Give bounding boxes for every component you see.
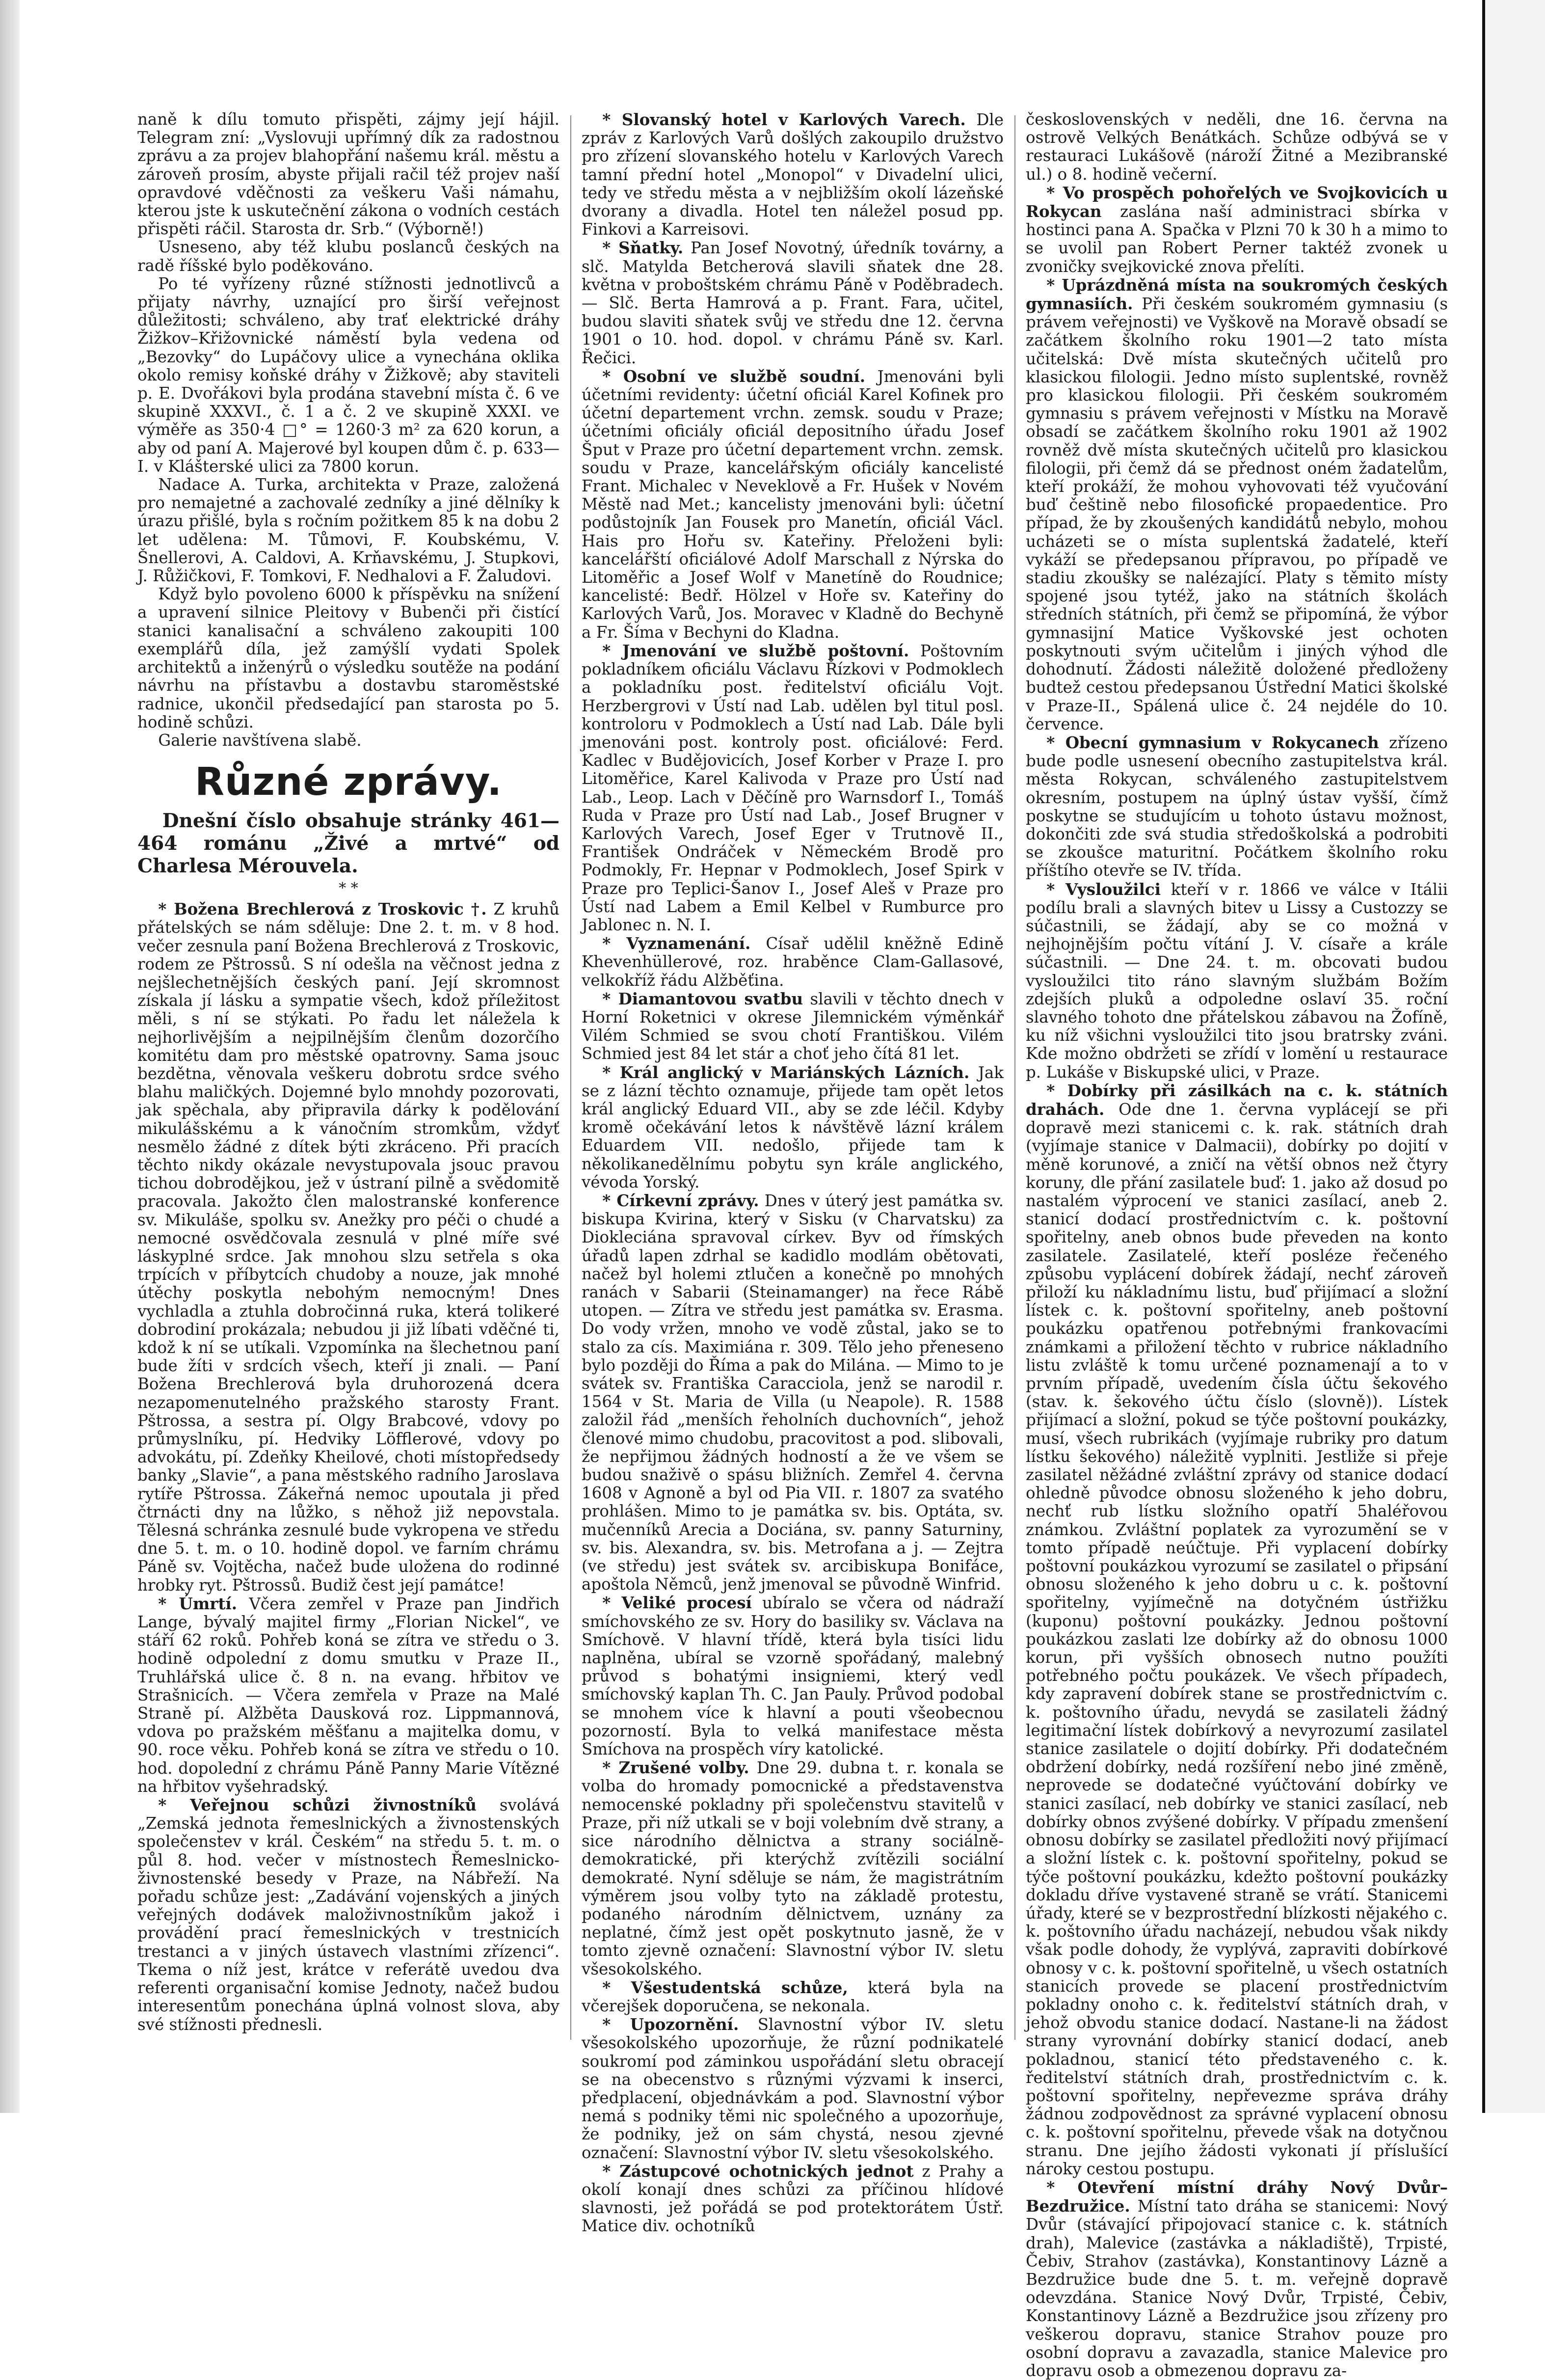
article-paragraph bbox=[582, 110, 1004, 239]
article-paragraph bbox=[137, 110, 559, 238]
article-paragraph bbox=[582, 1758, 1004, 1978]
article-text: Místní tato dráha se stanicemi: Nový Dvůr (stávající připojovací stanice c. k. státních drah), Malevice (zastávka a nákladiště), Trpisté, Čebiv, Strahov (zastávka), Konstantinovy Lázně a Bezdružice bude dne 5. t. m. veřejně dopravě odevzdána. Stanice Nový Dvůr, Trpisté, Čebiv, Konstantinovy Lázně a Bezdružice jsou zřízeny pro veškerou dopravu, stanice Strahov pouze pro osobní dopravu a zavazadla, stanice Malevice pro dopravu osob a obmezenou dopravu za- bbox=[1026, 2197, 1448, 2380]
article-lead: * Úmrtí. bbox=[158, 1594, 238, 1613]
article-text: Z kruhů přátelských se nám sděluje: Dne 2. t. m. v 8 hod. večer zesnula paní Božena Brechlerová z Troskovic, rodem ze Pštrossů. S ní odešla na věčnost jedna z nejšlechetnějších českých paní. Její skromnost získala jí lásku a sympatie všech, kdož příležitost měli, s ní se stýkati. Po řadu let náležela k nejhorlivějším a nejpilnějším členům dozorčího komitétu dam pro městské opatrovny. Sama jsouc bezdětna, věnovala veškeru dobrotu srdce svého blahu maličkých. Dojemné bylo mnohdy pozorovati, jak spěchala, aby připravila dárky k podělování mikulášskému a k vánočním stromkům, vždyť nesmělo žádné z dítek býti zkráceno. Při pracích těchto nikdy okázale nevystupovala jsouc pravou tichou dobrodějkou, jež v ústraní pilně a svědomitě pracovala. Jakožto člen malostranské konference sv. Mikuláše, spolku sv. Anežky pro péči o chudé a nemocné osvědčovala zesnulá v plné míře své láskyplné srdce. Jak mnohou slzu setřela s oka trpících v příbytcích chudoby a nouze, jak mnohé útěchy poskytla nebohým nemocným! Dnes vychladla a ztuhla dobročinná ruka, která tolikeré dobrodiní prokázala; nebudou ji již líbati vděčné ti, kdož k ní se utíkali. Vzpomínka na šlechetnou paní bude žíti v srdcích všech, kteří ji znali. — Paní Božena Brechlerová byla druhorozená dcera nezapomenutelného pražského starosty Frant. Pštrossa, a sestra pí. Olgy Brabcové, vdovy po průmyslníku, pí. Hedviky Löfflerové, vdovy po advokátu, pí. Zdeňky Kheilové, choti místopředsedy banky „Slavie“, a pana městského radního Jaroslava rytíře Pštrossa. Zákeřná nemoc upoutala ji před čtrnácti dny na lůžko, s něhož již nepovstala. Tělesná schránka zesnulé bude vykropena ve středu dne 5. t. m. o 10. hodině dopol. ve farním chrámu Páně sv. Vojtěcha, načež bude uložena do rodinné hrobky ryt. Pštrossů. Budiž čest její památce! bbox=[137, 900, 559, 1595]
article-paragraph bbox=[582, 2015, 1004, 2162]
article-text: slavili v těchto dnech v Horní Roketnici v okrese Jilemnickém výměnkář Vilém Schmied se svou chotí Františkou. Vilém Schmied jest 84 let stár a choť jeho čítá 81 let. bbox=[582, 989, 1004, 1063]
article-paragraph bbox=[582, 642, 1004, 934]
article-paragraph bbox=[137, 900, 559, 1595]
article-text: ubíralo se včera od nádraží smíchovského ze sv. Hory do basiliky sv. Václava na Smíchově. V hlavní třídě, která byla tisíci lidu naplněna, ubíral se vzorně spořádaný, malebný průvod s bohatými insigniemi, který vedl smíchovský kaplan Th. C. Jan Pauly. Průvod podobal se mnohem více k hlavní a pouti všeobecnou pozorností. Byla to velká manifestace města Smíchova na prospěch víry katolické. bbox=[582, 1594, 1004, 1759]
article-lead: * Veřejnou schůzi živnostníků bbox=[158, 1795, 477, 1815]
newspaper-page bbox=[137, 110, 1463, 2380]
article-lead: * Král anglický v Mariánských Lázních. bbox=[602, 1062, 970, 1082]
article-paragraph bbox=[582, 1978, 1004, 2015]
article-lead: * Zrušené volby. bbox=[602, 1758, 749, 1778]
column-right bbox=[1026, 110, 1448, 2380]
article-paragraph bbox=[1026, 1082, 1448, 2178]
article-lead: * Vo prospěch pohořelých ve Svojkovicích u Rokycan bbox=[1026, 183, 1448, 221]
article-lead: * Uprázdněná místa na soukromých českých gymnasiích. bbox=[1026, 275, 1448, 314]
article-lead: * Zástupcové ochotnických jednot bbox=[602, 2161, 914, 2181]
article-text: Jak se z lázní těchto oznamuje, přijede tam opět letos král anglický Eduard VII., aby se zde léčil. Kdyby kromě očekávání letos k návštěvě lázní králem Eduardem VII. nedošlo, přijede tam k několikanedělnímu pobytu syn krále anglického, vévoda Yorský. bbox=[582, 1063, 1004, 1191]
article-text: Císař udělil kněžně Edině Khevenhüllerové, roz. hraběnce Clam-Gallasové, velkokříž řádu Alžběťina. bbox=[582, 934, 1004, 990]
news-items-middle bbox=[582, 110, 1004, 2236]
article-text: Jmenováni byli účetními revidenty: účetní oficiál Karel Kofinek pro účetní departement vrchn. zemsk. soudu v Praze; účetními oficiály oficiál depositního úřadu Josef Šput v Praze pro účetní departement vrchn. zemsk. soudu v Praze, kancelářským oficiály kancelisté Frant. Michalec v Neveklově a Fr. Hušek v Novém Městě nad Met.; kancelisty jmenováni byli: účetní podůstojník Jan Fousek pro Manetín, oficiál Václ. Hais pro Hořu sv. Kateřiny. Přeloženi byli: kancelářští oficiálové Adolf Marschall z Nýrska do Litoměřic a Josef Wolf v Manetíně do Roudnice; kancelisté: Bedř. Hölzel v Hoře sv. Kateřiny do Karlových Varů, Jos. Moravec v Kladně do Bechyně a Fr. Šíma v Bechyni do Kladna. bbox=[582, 367, 1004, 642]
article-text: československých v neděli, dne 16. června na ostrově Velkých Benátkách. Schůze odbývá se v restauraci Lukášově (nároží Žitné a Mezibranské ul.) o 8. hodině večerní. bbox=[1026, 110, 1448, 184]
article-paragraph bbox=[137, 1796, 559, 2034]
article-paragraph bbox=[137, 476, 559, 585]
article-paragraph bbox=[1026, 880, 1448, 1082]
article-text: naně k dílu tomuto přispěti, zájmy její hájil. Telegram zní: „Vyslovuji upřímný dík za radostnou zprávu a za projev blahopřání našemu král. městu a zároveň prosím, abyste přijali račil též projev naší opravdové vděčnosti za veškeru Vaši námahu, kterou jste k uskutečnění zákona o vodních cestách přispěti ráčil. Starosta dr. Srb.“ (Výborně!) bbox=[137, 110, 559, 239]
article-text: zaslána naší administraci sbírka v hostinci pana A. Spačka v Plzni 70 k 30 h a mimo to se uvolil pan Robert Perner taktéž zvonek u zvoničky svejkovické znova přelíti. bbox=[1026, 202, 1448, 276]
article-text: Když bylo povoleno 6000 k příspěvku na snížení a upravení silnice Pleitovy v Bubenči při čistící stanici kanalisační a schváleno zakoupiti 100 exemplářů díla, jež zamýšlí vydati Spolek architektů a inženýrů o výsledku soutěže na podání návrhu na přístavbu a dostavbu staroměstské radnice, ukončil předsedající pan starosta po 5. hodině schůzi. bbox=[137, 585, 559, 731]
column-middle bbox=[582, 110, 1004, 2236]
article-paragraph bbox=[582, 367, 1004, 642]
article-paragraph bbox=[582, 1191, 1004, 1594]
article-paragraph bbox=[1026, 276, 1448, 733]
article-text: kteří v r. 1866 ve válce v Itálii podílu brali a slavných bitev u Lissy a Custozzy se súčastnili, se žádají, aby se co možná v nejhojnějším počtu vítání J. V. císaře a krále súčastnili. — Dne 24. t. m. obcovati budou vysloužilci tito ráno slavným službám Božím zdejších pluků a odpoledne oslaví 35. roční slavného tohoto dne přátelskou zábavou na Žofíně, ku níž všichni vysloužilci tito jsou bratrsky zváni. Kde možno obdržeti se zřídí v lomění u restaurace p. Lukáše v Biskupské ulici, v Praze. bbox=[1026, 880, 1448, 1082]
article-lead: * Vysloužilci bbox=[1046, 879, 1161, 899]
article-text: zřízeno bude podle usnesení obecního zastupitelstva král. města Rokycan, schváleného zastupitelstvem okresním, postupem na úplný ústav vyšší, čímž poskytne se studujícím u tohoto ústavu možnost, dokončiti zde svá studia středoškolská a podrobiti se zkoušce maturitní. Počátkem školního roku příštího otevře se IV. třída. bbox=[1026, 733, 1448, 880]
article-paragraph bbox=[137, 731, 559, 750]
column-rule bbox=[1014, 115, 1015, 2040]
article-lead: * Veliké procesí bbox=[602, 1593, 752, 1613]
article-lead: * Osobní ve službě soudní. bbox=[602, 366, 866, 386]
separator-stars: * * bbox=[339, 880, 358, 897]
article-lead: * Otevření místní dráhy Nový Dvůr–Bezdružice. bbox=[1026, 2177, 1448, 2216]
article-paragraph bbox=[137, 585, 559, 731]
article-paragraph bbox=[582, 1594, 1004, 1758]
article-lead: * Upozornění. bbox=[602, 2015, 739, 2034]
article-text: Pan Josef Novotný, úředník továrny, a slč. Matylda Betcherová slavili sňatek dne 28. května v proboštském chrámu Páně v Poděbradech. — Slč. Berta Hamrová a p. Frant. Fara, učitel, budou slaviti sňatek svůj ve středu dne 12. června 1901 o 10. hod. dopol. v chrámu Páně sv. Karl. Řečici. bbox=[582, 239, 1004, 367]
article-text: Včera zemřel v Praze pan Jindřich Lange, bývalý majitel firmy „Florian Nickel“, ve stáří 62 roků. Pohřeb koná se zítra ve středu o 3. hodině odpolední z domu smutku v Praze II., Truhlářská ulice č. 8 n. na evang. hřbitov ve Strašnicích. — Včera zemřela v Praze na Malé Straně pí. Alžběta Dausková roz. Lippmannová, vdova po pražském měšťanu a majitelka domu, v 90. roce věku. Pohřeb koná se zítra ve středu o 10. hod. dopolední z chrámu Páně Panny Marie Vítězné na hřbitov vyšehradský. bbox=[137, 1594, 559, 1796]
article-lead: * Obecní gymnasium v Rokycanech bbox=[1046, 732, 1379, 752]
scan-left-edge bbox=[0, 0, 20, 2113]
article-paragraph bbox=[1026, 733, 1448, 880]
article-paragraph bbox=[1026, 184, 1448, 276]
article-lead: * Slovanský hotel v Karlových Varech. bbox=[602, 110, 966, 129]
article-text: která byla na včerejšek doporučena, se nekonala. bbox=[582, 1978, 1004, 2015]
article-lead: * Božena Brechlerová z Troskovic †. bbox=[158, 899, 487, 919]
article-paragraph bbox=[137, 1595, 559, 1796]
news-items-left bbox=[137, 900, 559, 2034]
section-heading: Různé zprávy. bbox=[194, 760, 503, 805]
scan-right-edge bbox=[1482, 0, 1545, 2113]
column-left bbox=[137, 110, 559, 2069]
article-paragraph bbox=[1026, 110, 1448, 184]
article-paragraph bbox=[582, 2162, 1004, 2236]
article-text: Po té vyřízeny různé stížnosti jednotlivců a přijaty návrhy, uznající pro širší veřejnost důležitosti; schváleno, aby trať elektrické dráhy Žižkov–Křižovnické náměstí byla vedena od „Bezovky“ do Lupáčovy ulice a vynechána oklika okolo remisy koňské dráhy v Žižkově; aby staviteli p. E. Dvořákovi byla prodána stavební místa č. 6 ve skupině XXXVI., č. 1 a č. 2 ve skupině XXXI. ve výměře as 350·4 □° = 1260·3 m² za 620 korun, a aby od paní A. Majerové byl koupen dům č. p. 633—I. v Klášterské ulici za 7800 korun. bbox=[137, 274, 559, 476]
column-rule bbox=[570, 115, 571, 2040]
article-text: Usneseno, aby též klubu poslanců českých na radě říšské bylo poděkováno. bbox=[137, 238, 559, 275]
article-text: Slavnostní výbor IV. sletu všesokolského upozorňuje, že různí podnikatelé soukromí pod záminkou uspořádání sletu obracejí se na obecenstvo s různými výzvami k inserci, předplacení, objednávkám a pod. Slavnostní výbor nemá s podniky těmi nic společného a upozorňuje, že podniky, jež on sám chystá, nesou zjevné označení: Slavnostní výbor IV. sletu všesokolského. bbox=[582, 2015, 1004, 2162]
article-text: svolává „Zemská jednota řemeslnických a živnostenských společenstev v král. Českém“ na středu 5. t. m. o půl 8. hod. večer v místnostech Řemeslnicko-živnostenské besedy v Praze, na Nábřeží. Na pořadu schůze jest: „Zadávání vojenských a jiných veřejných dodávek maloživnostníkům jakož i provádění prací řemeslnických v trestnicích trestanci a v jiných ústavech vlastními zřízenci“. Tkema o níž jest, krátce v referátě uvedou dva referenti organisační komise Jednoty, načež budou interesentům ponechána úplná volnost slova, aby své stížnosti přednesli. bbox=[137, 1796, 559, 2034]
article-text: Při českém soukromém gymnasiu (s právem veřejnosti) ve Vyškově na Moravě obsadí se začátkem školního roku 1901—2 tato místa učitelská: Dvě místa skutečných učitelů pro klasickou filologii. Jedno místo suplentské, rovněž pro klasickou filologii. Při českém soukromém gymnasiu s právem veřejnosti v Místku na Moravě obsadí se začátkem školního roku 1901 až 1902 rovněž dvě místa skutečných učitelů pro klasickou filologii, při čemž dá se přednost oném žadatelům, kteří prokáží, že mohou vyhovovati též vyučování buď češtině nebo filosofické propaedentice. Pro případ, že by zkoušených kandidátů nebylo, mohou ucházeti se o místa suplentská žadatelé, kteří vykáží se předepsanou přípravou, po případě ve stadiu zkoušky se nalézající. Platy s těmito místy spojené jsou tytéž, jako na státních školách středních státních, při čemž se připomíná, že výbor gymnasijní Matice Vyškovské jest ochoten poskytnouti svým učitelům i jiných výhod dle dohodnutí. Žádosti náležitě doložené předloženy budtež cestou předepsanou Ústřední Matici školské v Praze-II., Spálená ulice č. 24 nejdéle do 10. července. bbox=[1026, 295, 1448, 733]
article-lead: * Sňatky. bbox=[602, 238, 684, 258]
article-text: z Prahy a okolí konají dnes schůzi za příčinou hlídové slavnosti, jež pořádá se pod protektorátem Ústř. Matice div. ochotníků bbox=[582, 2162, 1004, 2236]
article-paragraph bbox=[582, 934, 1004, 990]
news-items-right bbox=[1026, 110, 1448, 2380]
article-lead: * Dobírky při zásilkách na c. k. státních drahách. bbox=[1026, 1081, 1448, 1119]
article-text: Dne 29. dubna t. r. konala se volba do hromady pomocnické a představenstva nemocenské pokladny při společenstvu stavitelů v Praze, při níž utkali se v boji volebním dvě strany, a sice národního dělnictva a strany sociálně-demokratické, při kterýchž zvítězili sociální demokraté. Nyní sděluje se nám, že magistrátním výměrem jsou volby tyto na základě protestu, podaného národním dělnictvem, uznány za neplatné, čímž jest opět poskytnuto jasně, že v tomto zjevně označení: Slavnostní výbor IV. sletu všesokolského. bbox=[582, 1758, 1004, 1978]
article-lead: * Diamantovou svatbu bbox=[602, 989, 803, 1008]
article-paragraph bbox=[582, 1063, 1004, 1191]
article-text: Galerie navštívena slabě. bbox=[158, 730, 362, 750]
article-text: Dle zpráv z Karlových Varů došlých zakoupilo družstvo pro zřízení slovanského hotelu v Karlových Varech tamní přední hotel „Monopol“ v Divadelní ulici, tedy ve středu města a v nejbližším okolí lázeňské dvorany a divadla. Hotel ten náležel posud pp. Finkovi a Karreisovi. bbox=[582, 110, 1004, 239]
article-paragraph bbox=[1026, 2178, 1448, 2380]
article-lead: * Vyznamenání. bbox=[602, 934, 751, 953]
article-paragraph bbox=[582, 990, 1004, 1063]
article-text: Dnes v úterý jest památka sv. biskupa Kvirina, který v Sisku (v Charvatsku) za Diokleciána spravoval církev. Byv od římských úřadů lapen zdrhal se kadidlo modlám obětovati, načež byl holemi ztlučen a konečně po mnohých ranách v Sabarii (Steinamanger) na řece Rábě utopen. — Zítra ve středu jest památka sv. Erasma. Do vody vržen, mnoho ve vodě zůstal, jako se to stalo za cís. Maximiána r. 309. Tělo jeho přeneseno bylo později do Říma a pak do Milána. — Mimo to je svátek sv. Františka Caracciola, jenž se narodil r. 1564 v St. Maria de Villa (u Neapole). R. 1588 založil řád „menších řeholních duchovních“, jehož členové mimo chudobu, pracovitost a pod. slibovali, že nepřijmou žádných hodností a že ve všem se budou snaživě o spásu bližních. Zemřel 4. června 1608 v Agnoně a byl od Pia VII. r. 1807 za svatého prohlášen. Mimo to je památka sv. bis. Optáta, sv. mučenníků Arecia a Dociána, sv. panny Saturniny, sv. bis. Alexandra, sv. bis. Metrofana a j. — Zejtra (ve středu) jest svátek sv. arcibiskupa Bonifáce, apoštola Němců, jenž jmenoval se původně Winfrid. bbox=[582, 1191, 1004, 1594]
article-text: Ode dne 1. června vyplácejí se při dopravě mezi stanicemi c. k. rak. státních drah (vyjímaje stanice v Dalmacii), dobírky po dojití v měně korunové, a zničí na větší obnos než čtyry koruny, dle přání zasilatele buď: 1. jako až dosud po nastalém výprocení ve stanici zasílací, aneb 2. stanicí dodací prostřednictvím c. k. poštovní spořitelny, aneb obnos bude převeden na konto zasilatele. Zasilatelé, kteří posléze řečeného způsobu vyplácení dobírek žádají, nechť zároveň přiloží ku nákladnímu listu, buď přijímací a složní lístek c. k. poštovní spořitelny, aneb poštovní poukázku opatřenou potřebnými frankovacími známkami a přiložení těchto v rubrice nákladního listu zvláště k tomu určené poznamenají a to v prvním případě, uvedením čísla účtu šekového (stav. k. šekového účtu číslo (slovně)). Lístek přijímací a složní, pokud se týče poštovní poukázky, musí, všech rubrikách (vyjímaje rubriky pro datum lístku šekového) náležitě vyplniti. Jestliže si přeje zasilatel něžádné zvláštní zprávy od stanice dodací ohledně původce obnosu složeného k jeho dobru, nechť rub lístku složního opatří 5haléřovou známkou. Zvláštní poplatek za vyrozumění se v tomto případě neúčtuje. Při vyplacení dobírky poštovní poukázkou vyrozumí se zasilatel o připsání obnosu složeného k jeho dobru u c. k. poštovní spořitelny, vyjímečně na dotyčném ústřižku (kuponu) poštovní poukázky. Jednou poštovní poukázkou zaslati lze dobírky až do obnosu 1000 korun, při vyšších obnosech nutno použíti potřebného počtu poukázek. Ve všech případech, kdy zapravení dobírek stane se prostřednictvím c. k. poštovního úřadu, nevydá se zasilateli žádný legitimační lístek dobírkový a nevyrozumí zasilatel stanice zasilatele o dojití dobírky. Při dodatečném obdržení dobírky, nedá rozšíření nebo jiné změně, neprovede se dodatečné vyúčtování dobírky ve stanici zasílací, neb dobírky ve stanici zasílací, neb dobírky obnos zvýšené dobírky. V případu zmenšení obnosu dobírky se zasilatel předložiti nový přijímací a složní lístek c. k. poštovní spořitelny, pokud se týče poštovní poukázku, kdežto poštovní poukázky dokladu dříve vystavené straně se vrátí. Stanicemi úřady, které se v bezprostřední blízkosti nějakého c. k. poštovního úřadu nacházejí, nebudou však nikdy však podle dohody, že vyplývá, zapraviti dobírkové obnosy v c. k. poštovní spořitelně, u všech ostatních stanicích provede se placení prostřednictvím pokladny onoho c. k. ředitelství státních drah, v jehož obvodu stanice dodací. Nastane-li na žádost strany vyrovnání dobírky stanicí dodací, aneb pokladnou, stanicí této představeného c. k. ředitelství státních drah, prostřednictvím c. k. poštovní spořitelny, nepřevezme správa dráhy žádnou zodpovědnost za správné vyplacení obnosu c. k. poštovní spořitelnu, převede však na dotyčnou stranu. Dne jejího žádosti vykonati jí příslušící nároky cestou postupu. bbox=[1026, 1100, 1448, 2178]
article-paragraph bbox=[582, 239, 1004, 367]
article-lead: * Všestudentská schůze, bbox=[602, 1977, 848, 1997]
article-lead: * Církevní zprávy. bbox=[602, 1190, 759, 1210]
article-text: Poštovním pokladníkem oficiálu Václavu Řízkovi v Podmoklech a pokladníku post. ředitelství oficiálu Vojt. Herzbergrovi v Ústí nad Lab. udělen byl titul posl. kontroloru v Podmoklech a Ústí nad Lab. Dále byli jmenováni post. kontroly post. oficiálové: Ferd. Kadlec v Budějovicích, Josef Korber v Praze I. pro Litoměřice, Karel Kalivoda v Praze pro Ústí nad Lab., Leop. Lach v Děčíně pro Warnsdorf I., Tomáš Ruda v Praze pro Ústí nad Lab., Josef Brugner v Karlových Varech, Josef Eger v Trutnově II., František Ondráček v Německém Brodě pro Podmokly, Fr. Hepnar v Podmoklech, Josef Spirk v Praze pro Teplici-Šanov I., Josef Aleš v Praze pro Ústí nad Labem a Emil Kelbel v Rumburce pro Jablonec n. N. I. bbox=[582, 641, 1004, 934]
article-paragraph bbox=[137, 238, 559, 274]
article-paragraph bbox=[137, 275, 559, 476]
novel-notice: Dnešní číslo obsahuje stránky 461—464 románu „Živé a mrtvé“ od Charlesa Mérouvela. bbox=[137, 810, 559, 878]
article-text: Nadace A. Turka, architekta v Praze, založená pro nemajetné a zachovalé zedníky a jiné dělníky k úrazu přišlé, byla s ročním požitkem 85 k na dobu 2 let udělena: M. Tůmovi, F. Koubskému, V. Šnellerovi, A. Caldovi, A. Krňavskému, J. Stupkovi, J. Růžičkovi, F. Tomkovi, F. Nedhalovi a F. Žaludovi. bbox=[137, 475, 559, 586]
council-report bbox=[137, 110, 559, 750]
article-lead: * Jmenování ve službě poštovní. bbox=[602, 641, 909, 660]
